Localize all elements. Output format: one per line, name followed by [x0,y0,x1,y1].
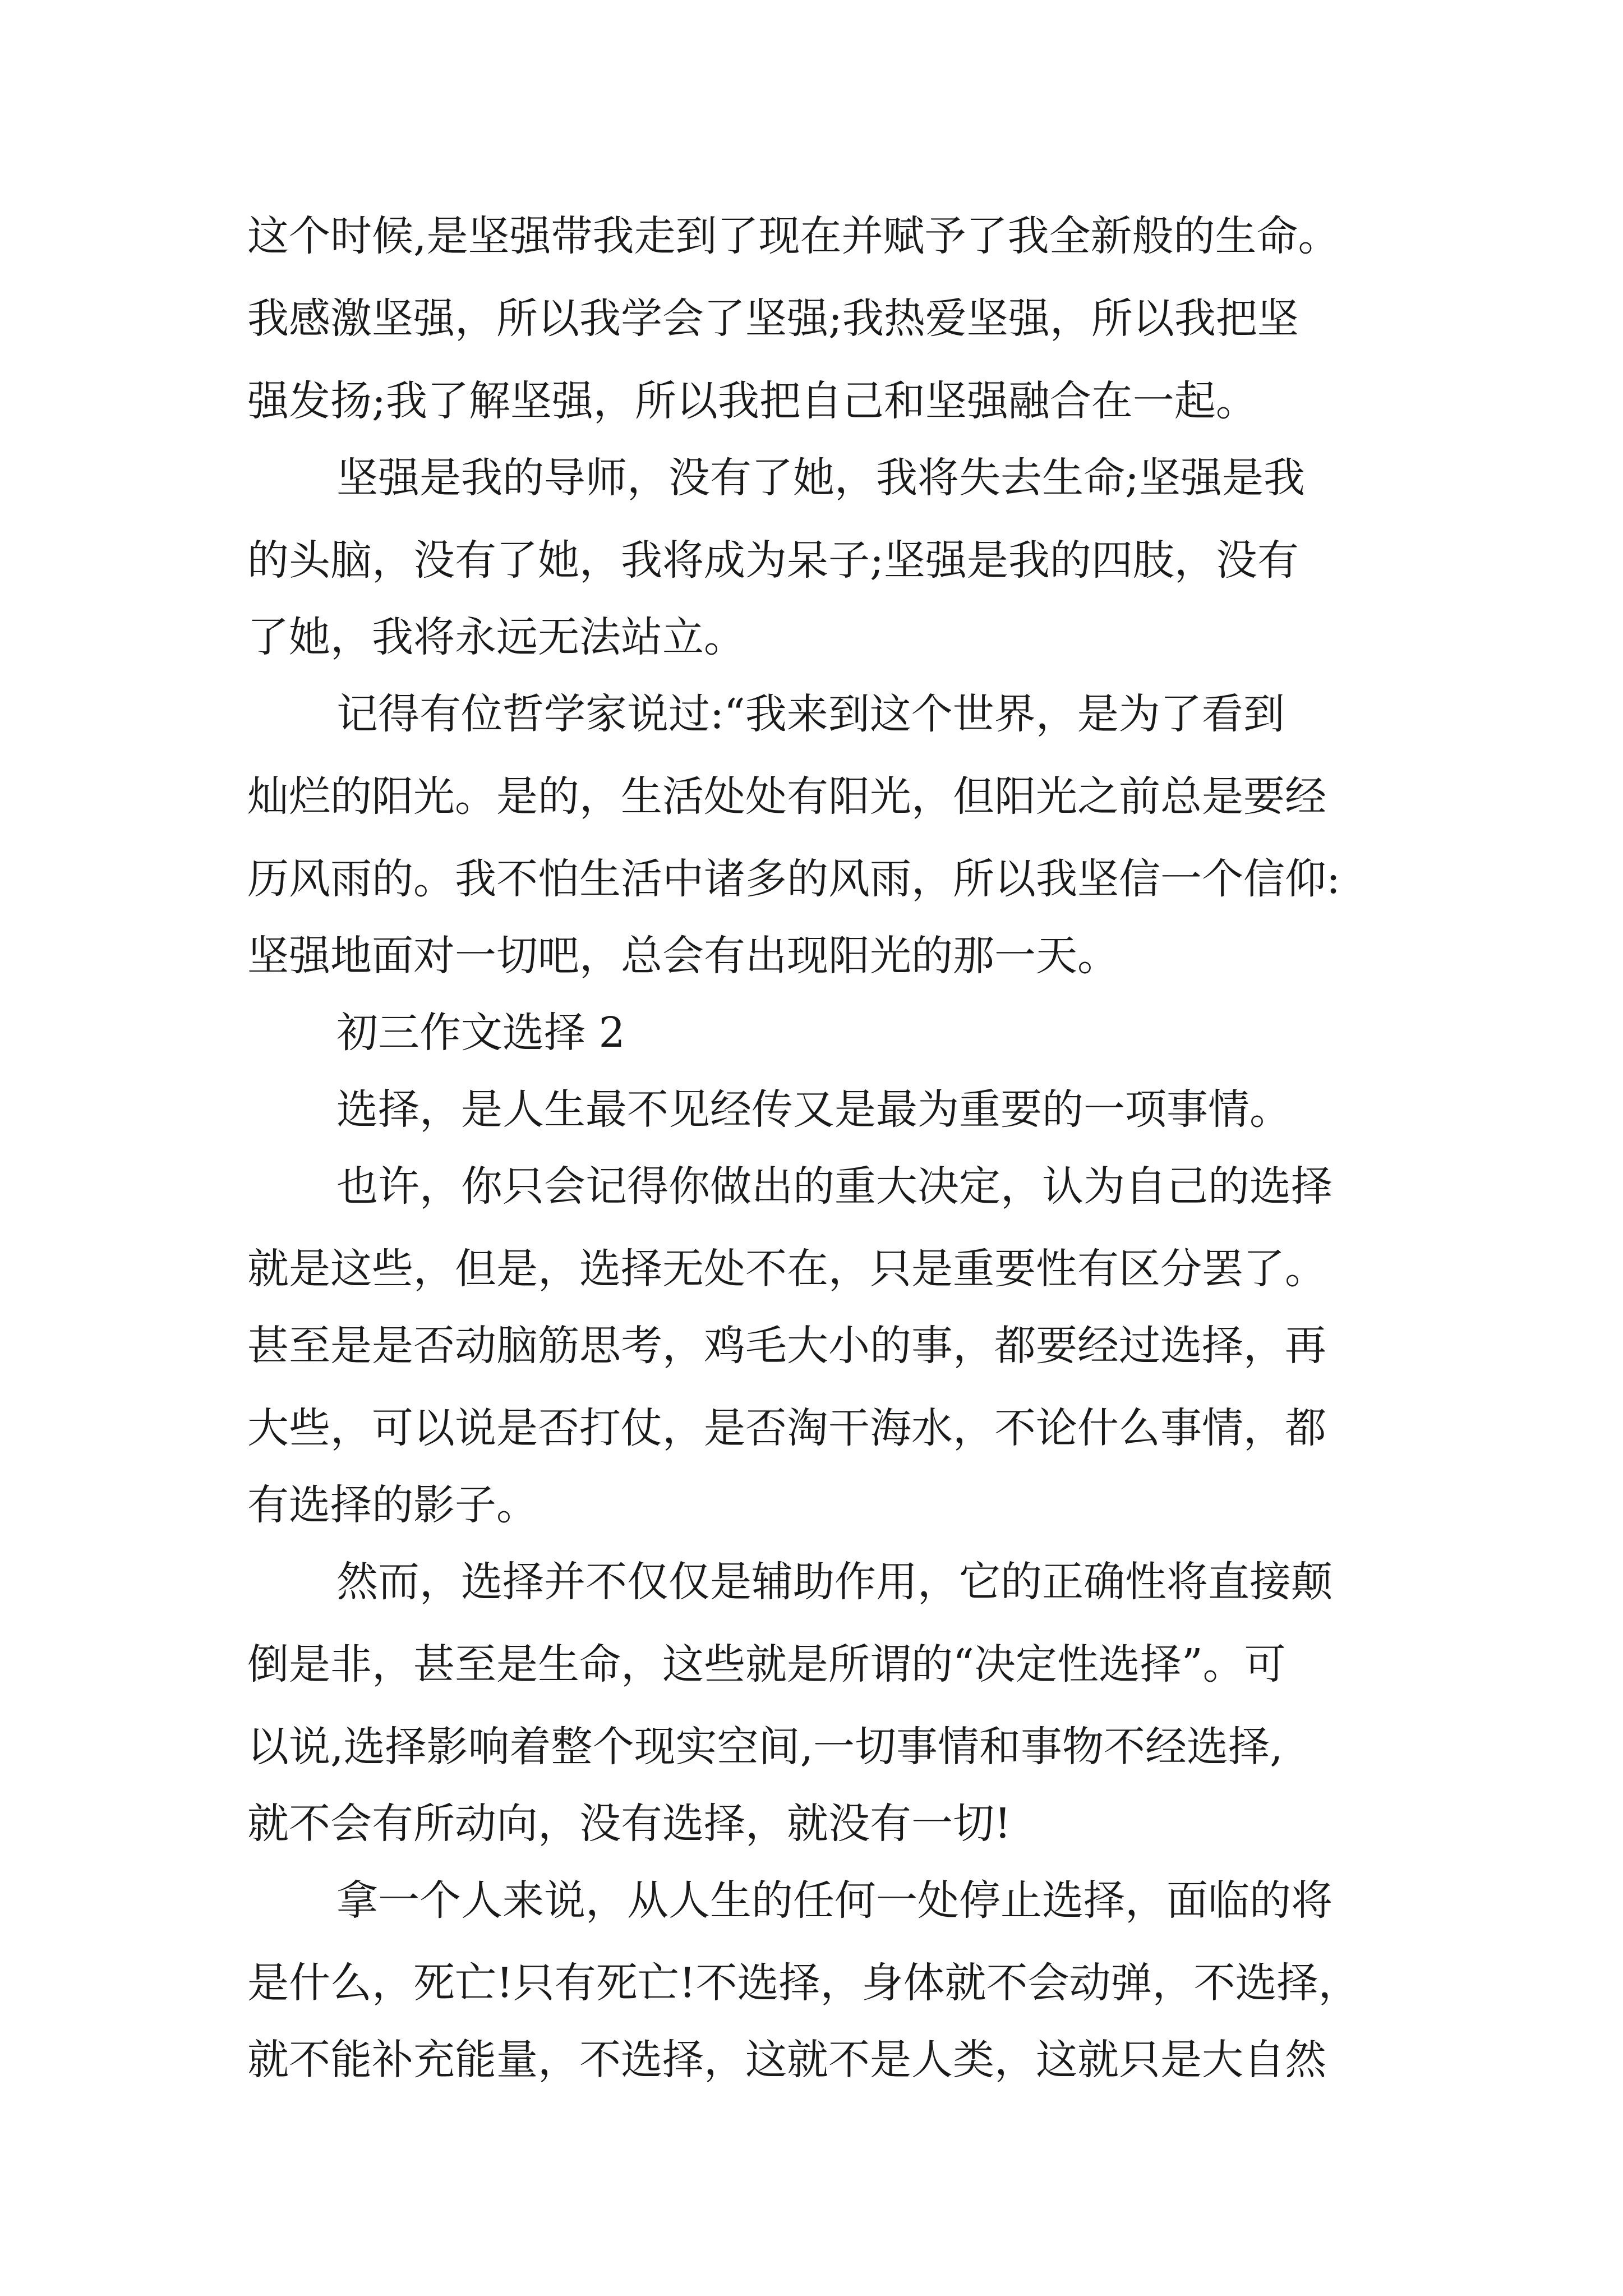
body-text-line: 了她，我将永远无法站立。 [247,613,745,661]
body-text-line: 的头脑，没有了她，我将成为呆子;坚强是我的四肢，没有 [247,536,1299,585]
body-text-line: 倒是非，甚至是生命，这些就是所谓的“决定性选择”。可 [247,1640,1286,1688]
body-text-line: 灿烂的阳光。是的，生活处处有阳光，但阳光之前总是要经 [247,772,1326,821]
body-text-line: 然而，选择并不仅仅是辅助作用，它的正确性将直接颠 [336,1558,1332,1606]
body-text-line: 选择，是人生最不见经传又是最为重要的一项事情。 [336,1085,1291,1134]
body-text-line: 拿一个人来说，从人生的任何一处停止选择，面临的将 [336,1876,1332,1925]
body-text-line: 也许，你只会记得你做出的重大决定，认为自己的选择 [336,1162,1332,1211]
section-heading: 初三作文选择 2 [336,1009,625,1057]
body-text-line: 甚至是是否动脑筋思考，鸡毛大小的事，都要经过选择，再 [247,1322,1326,1370]
body-text-line: 记得有位哲学家说过:“我来到这个世界，是为了看到 [336,690,1285,738]
body-text-line: 就是这些，但是，选择无处不在，只是重要性有区分罢了。 [247,1245,1326,1293]
body-text-line: 大些，可以说是否打仗，是否淘干海水，不论什么事情，都 [247,1404,1326,1452]
body-text-line: 强发扬;我了解坚强，所以我把自己和坚强融合在一起。 [247,377,1257,425]
body-text-line: 以说,选择影响着整个现实空间,一切事情和事物不经选择, [247,1723,1283,1771]
body-text-line: 这个时候,是坚强带我走到了现在并赋予了我全新般的生命。 [247,212,1340,260]
body-text-line: 有选择的影子。 [247,1481,538,1529]
body-text-line: 坚强地面对一切吧，总会有出现阳光的那一天。 [247,932,1119,980]
body-text-line: 就不会有所动向，没有选择，就没有一切! [247,1800,1011,1848]
body-text-line: 历风雨的。我不怕生活中诸多的风雨，所以我坚信一个信仰: [247,855,1340,903]
body-text-line: 我感激坚强，所以我学会了坚强;我热爱坚强，所以我把坚 [247,295,1299,343]
body-text-line: 是什么，死亡!只有死亡!不选择，身体就不会动弹，不选择， [247,1959,1360,2007]
body-text-line: 就不能补充能量，不选择，这就不是人类，这就只是大自然 [247,2036,1326,2084]
body-text-line: 坚强是我的导师，没有了她，我将失去生命;坚强是我 [336,454,1305,502]
